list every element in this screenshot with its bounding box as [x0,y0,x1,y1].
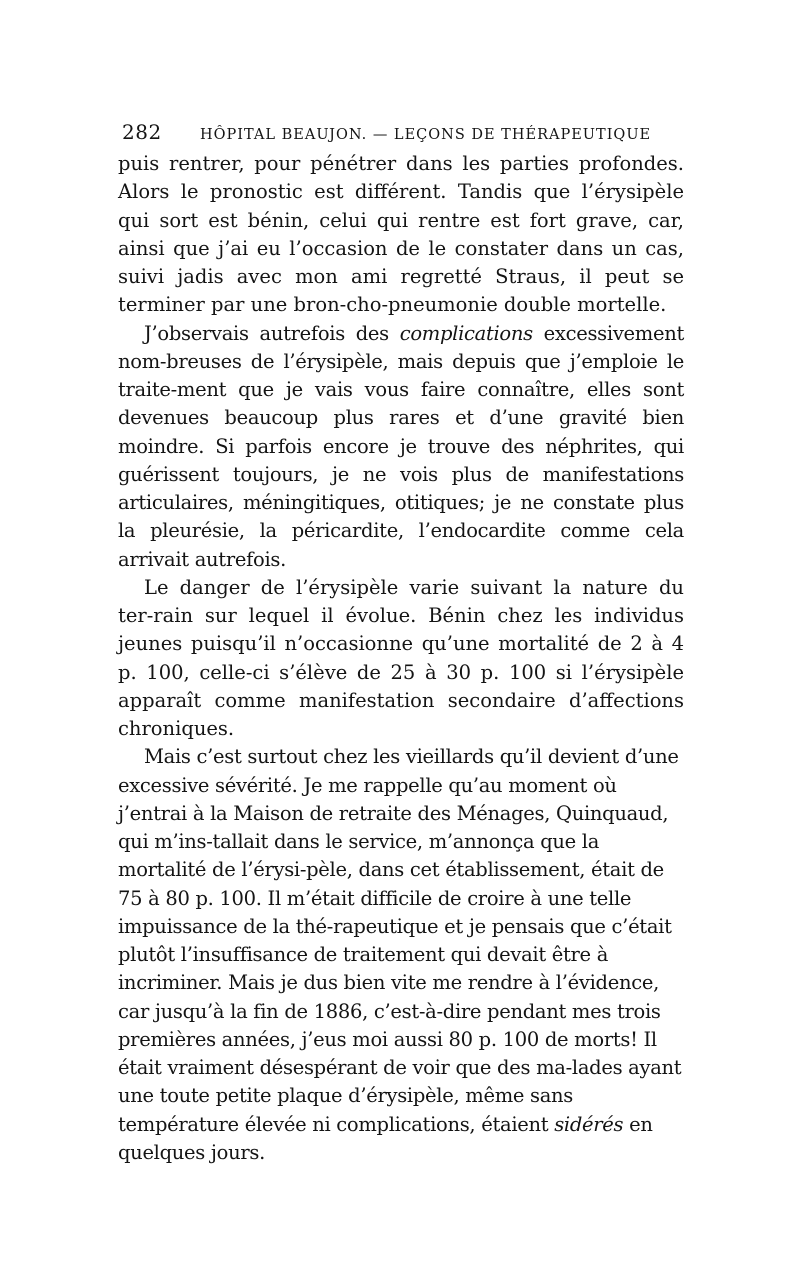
paragraph-2 [118,320,684,574]
running-header [118,120,684,144]
paragraph-4 [118,743,684,1167]
paragraph-4-text: Mais c’est surtout chez les vieillards qu’il devient d’une excessive sévérité. Je me rappelle qu’au moment où j’entrai à la Maison de retraite des Ménages, Quinquaud, qui m’ins-tallait dans le service, m’annonça que la mortalité de l’érysi-pèle, dans cet établissement, était de 75 à 80 p. 100. Il m’était difficile de croire à une telle impuissance de la thé-rapeutique et je pensais que c’était plutôt l’insuffisance de traitement qui devait être à incriminer. Mais je dus bien vite me rendre à l’évidence, car jusqu’à la fin de 1886, c’est-à-dire pendant mes trois premières années, j’eus moi aussi 80 p. 100 de morts! Il était vraiment désespérant de voir que des ma-lades ayant une toute petite plaque d’érysipèle, même sans température élevée ni complications, étaient [118,745,682,1136]
paragraph-3 [118,574,684,744]
paragraph-3-text: Le danger de l’érysipèle varie suivant la nature du ter-rain sur lequel il évolue. Bénin chez les individus jeunes puisqu’il n’occasionne qu’une mortalité de 2 à 4 p. 100, celle-ci s’élève de 25 à 30 p. 100 si l’érysipèle apparaît comme manifestation secondaire d’affections chroniques. [118,575,684,740]
book-page [118,120,684,1167]
page-number: 282 [122,120,162,144]
body-text [118,150,684,1167]
paragraph-2-italic: complications [399,321,533,345]
running-title: HÔPITAL BEAUJON. — LEÇONS DE THÉRAPEUTIQUE [200,127,652,143]
paragraph-4-text-cont: en quelques jours. [118,1112,653,1164]
paragraph-2-text-cont: excessivement nom-breuses de l’érysipèle, mais depuis que j’emploie le traite-ment que je vais vous faire connaître, elles sont devenues beaucoup plus rares et d’une gravité bien moindre. Si parfois encore je trouve des néphrites, qui guérissent toujours, je ne vois plus de manifestations articulaires, méningitiques, otitiques; je ne constate plus la pleurésie, la péricardite, l’endocardite comme cela arrivait autrefois. [118,321,685,571]
paragraph-1-text: puis rentrer, pour pénétrer dans les parties profondes. Alors le pronostic est différent. Tandis que l’érysipèle qui sort est bénin, celui qui rentre est fort grave, car, ainsi que j’ai eu l’occasion de le constater dans un cas, suivi jadis avec mon ami regretté Straus, il peut se terminer par une bron-cho-pneumonie double mortelle. [118,152,684,317]
paragraph-1 [118,150,684,320]
paragraph-2-text: J’observais autrefois des [144,321,400,345]
paragraph-4-italic: sidérés [554,1112,624,1136]
